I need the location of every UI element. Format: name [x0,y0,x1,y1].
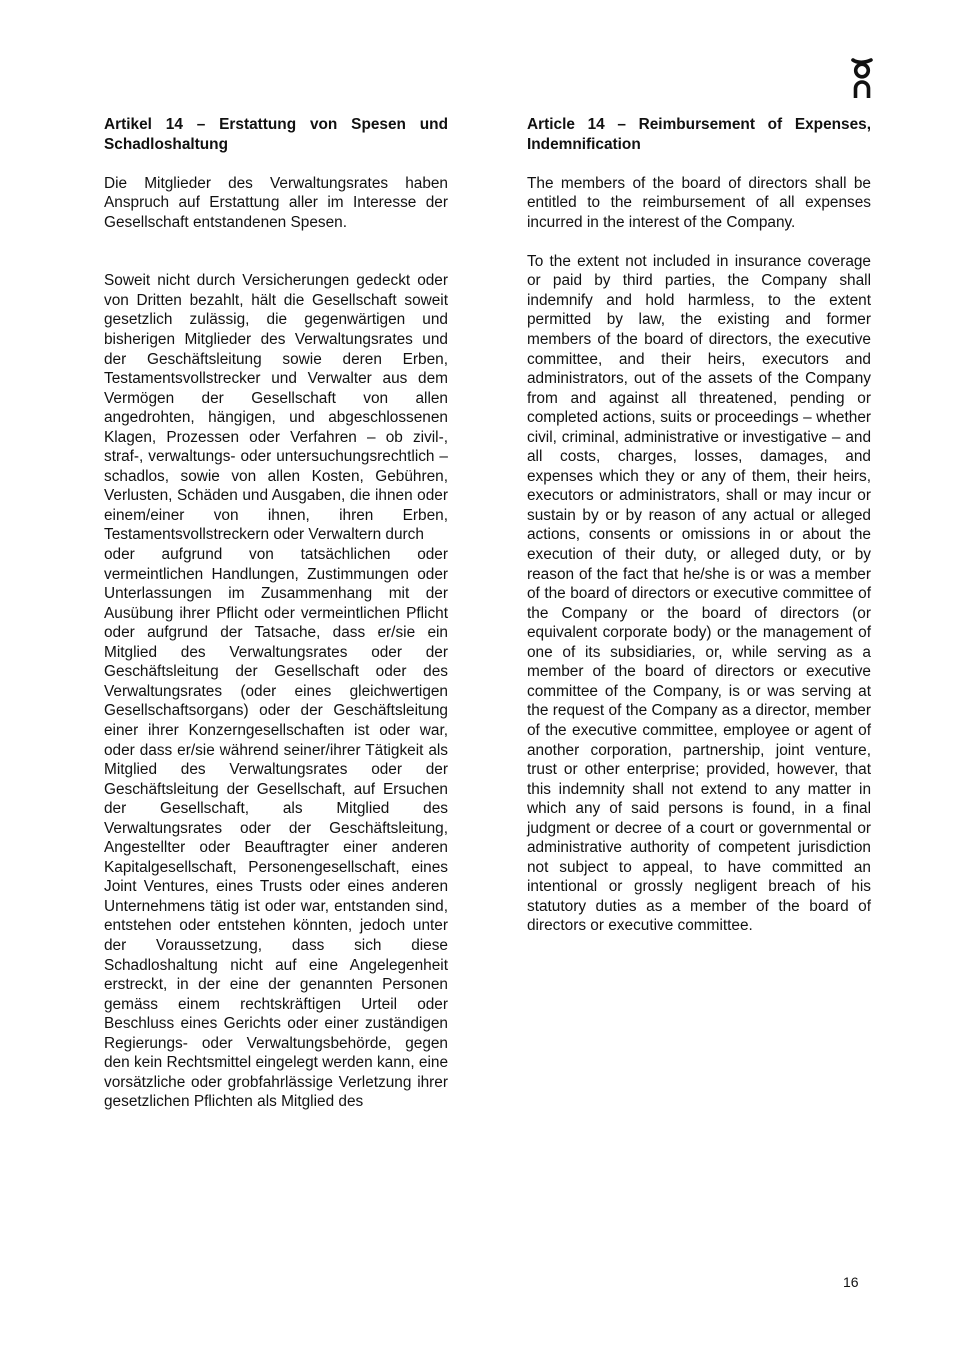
german-paragraph-indemnification-part-2: oder aufgrund von tatsächlichen oder vermeintlichen Handlungen, Zustimmungen oder Unterlassungen im Zusammenhang mit der Ausübung ihrer Pflicht oder vermeintlichen Pflicht oder aufgrund der Tatsache, dass er/sie ein Mitglied des Verwaltungsrates oder der Geschäftsleitung der Gesellschaft oder des Verwaltungsrates (oder eines gleichwertigen Gesellschaftsorgans) oder der Geschäftsleitung einer ihrer Konzerngesellschaften ist oder war, oder dass er/sie während seiner/ihrer Tätigkeit als Mitglied des Verwaltungsrates oder der Geschäftsleitung der Gesellschaft, auf Ersuchen der Gesellschaft, als Mitglied des Verwaltungsrates oder der Geschäftsleitung, Angestellter oder Beauftragter einer anderen Kapitalgesellschaft, Personengesellschaft, eines Joint Ventures, eines Trusts oder eines anderen Unternehmens tätig ist oder war, entstanden sind, entstehen oder entstehen könnten, jedoch unter der Voraussetzung, dass sich diese Schadloshaltung nicht auf eine Angelegenheit erstreckt, in der eine der genannten Personen gemäss einem rechtskräftigen Urteil oder Beschluss eines Gerichts oder einer zuständigen Regierungs- oder Verwaltungsbehörde, gegen den kein Rechtsmittel eingelegt werden kann, eine vorsätzliche oder grobfahrlässige Verletzung ihrer gesetzlichen Pflichten als Mitglied des [104,546,448,1111]
english-paragraph-indemnification: To the extent not included in insurance coverage or paid by third parties, the Company shall indemnify and hold harmless, to the extent permitted by law, the existing and former members of the board of directors, the executive committee, and their heirs, executors and administrators, out of the assets of the Company from and against all threatened, pending or completed actions, suits or proceedings – whether civil, criminal, administrative or investigative – and all costs, charges, losses, damages, and expenses which they or any of them, their heirs, executors or administrators, shall or may incur or sustain by or by reason of any actual or alleged actions, consents or omissions in or about the execution of their duty, or alleged duty, or by reason of the fact that he/she is or was a member of the board of directors or executive committee of the Company or the board of directors (or equivalent corporate body) or the management of one of its subsidiaries, or, while serving as a member of the board of directors or executive committee of the Company, is or was serving at the request of the Company as a director, member of the executive committee, employee or agent of another corporation, partnership, joint venture, trust or other enterprise; provided, however, that this indemnity shall not extend to any matter in which any of said persons is found, in a final judgment or decree of a court or governmental or administrative authority of competent jurisdiction not subject to appeal, to have committed an intentional or grossly negligent breach of his statutory duties as a member of the board of directors or executive committee. [527,252,871,935]
german-article-heading: Artikel 14 – Erstattung von Spesen und Schadloshaltung [104,116,448,153]
page-number: 16 [843,1274,859,1290]
english-paragraph-expenses: The members of the board of directors shall be entitled to the reimbursement of all expenses incurred in the interest of the Company. [527,174,871,231]
on-logo-icon [850,58,874,100]
german-paragraph-expenses: Die Mitglieder des Verwaltungsrates haben Anspruch auf Erstattung aller im Interesse der Gesellschaft entstandenen Spesen. [104,174,448,231]
german-paragraph-indemnification-part-1: Soweit nicht durch Versicherungen gedeckt oder von Dritten bezahlt, hält die Gesellschaft soweit gesetzlich zulässig, die gegenwärtigen und bisherigen Mitglieder des Verwaltungsrates und der Geschäftsleitung sowie deren Erben, Testamentsvollstrecker und Verwalter aus dem Vermögen der Gesellschaft von allen angedrohten, hängigen, und abgeschlossenen Klagen, Prozessen oder Verfahren – ob zivil-, straf-, verwaltungs- oder untersuchungsrechtlich – schadlos, sowie von allen Kosten, Gebühren, Verlusten, Schäden und Ausgaben, die ihnen oder einem/einer von ihnen, ihren Erben, Testamentsvollstreckern oder Verwaltern durch [104,272,448,544]
english-article-heading: Article 14 – Reimbursement of Expenses, Indemnification [527,116,871,153]
english-column [527,115,871,936]
german-column [104,115,448,1112]
